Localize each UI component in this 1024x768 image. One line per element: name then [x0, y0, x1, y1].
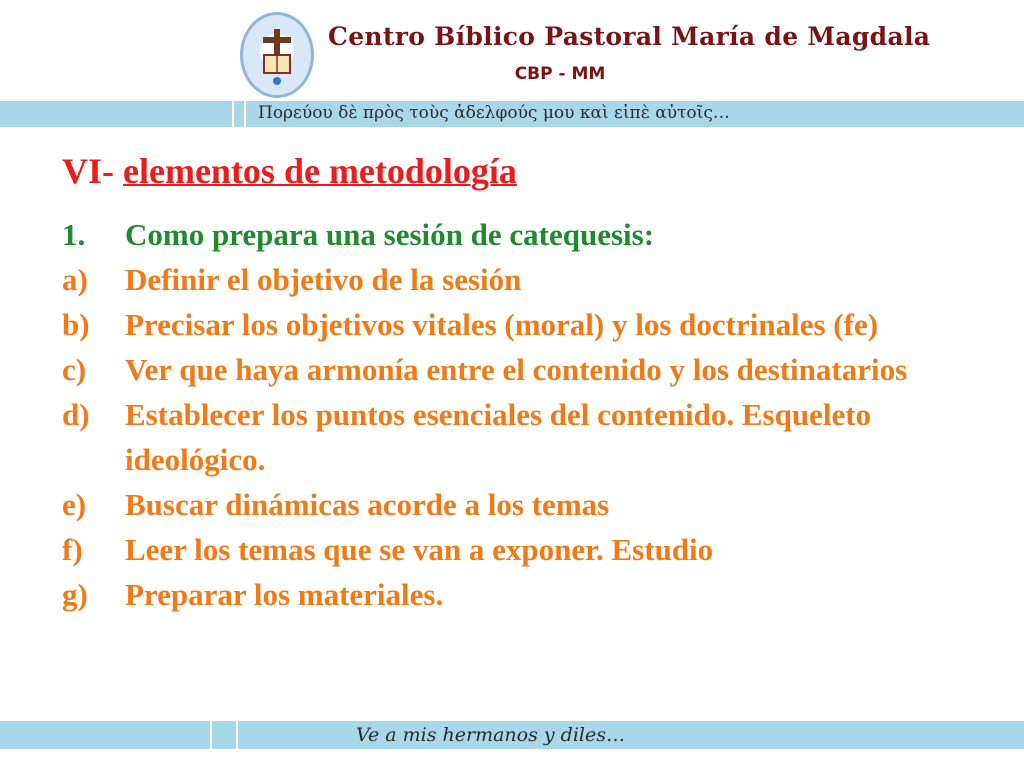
- list-item-text: Ver que haya armonía entre el contenido y los destinatarios: [125, 352, 908, 387]
- list-item-text: Leer los temas que se van a exponer. Estudio: [125, 532, 714, 567]
- list-marker: d): [62, 397, 90, 432]
- cross-and-book-icon: [243, 15, 311, 95]
- footer-quote-band: [0, 721, 1024, 749]
- slide-title-prefix: VI-: [62, 151, 123, 191]
- list-item-text: Precisar los objetivos vitales (moral) y los doctrinales (fe): [125, 307, 879, 342]
- list-marker: f): [62, 532, 83, 567]
- list-marker: 1.: [62, 217, 86, 252]
- methodology-list: [62, 212, 962, 617]
- list-item: [62, 212, 962, 257]
- list-item: [62, 347, 962, 392]
- list-item: [62, 482, 962, 527]
- org-abbreviation: CBP - MM: [514, 64, 606, 84]
- list-item: [62, 527, 962, 572]
- greek-quote: Πορεύου δὲ πρὸς τοὺς ἀδελφούς μου καὶ εἰπὲ αὐτοῖς…: [258, 103, 730, 123]
- band-segment: [232, 101, 246, 127]
- list-item: [62, 392, 962, 482]
- list-marker: a): [62, 262, 88, 297]
- band-segment: [0, 101, 234, 127]
- list-item: [62, 302, 962, 347]
- org-logo: [240, 12, 314, 98]
- list-marker: c): [62, 352, 87, 387]
- list-item: [62, 572, 962, 617]
- band-segment: [0, 721, 212, 749]
- slide-title-text: elementos de metodología: [123, 151, 517, 191]
- list-item-text: Establecer los puntos esenciales del contenido. Esqueleto ideológico.: [125, 397, 872, 477]
- list-item: [62, 257, 962, 302]
- list-item-text: Buscar dinámicas acorde a los temas: [125, 487, 610, 522]
- header-quote-band: [0, 101, 1024, 127]
- list-item-text: Preparar los materiales.: [125, 577, 444, 612]
- list-item-text: Definir el objetivo de la sesión: [125, 262, 522, 297]
- list-marker: e): [62, 487, 87, 522]
- footer-quote: Ve a mis hermanos y diles…: [356, 724, 625, 746]
- list-item-text: Como prepara una sesión de catequesis:: [125, 217, 655, 252]
- band-segment: [210, 721, 238, 749]
- list-marker: b): [62, 307, 90, 342]
- slide-title: [62, 150, 517, 192]
- org-name: Centro Bíblico Pastoral María de Magdala: [328, 22, 931, 51]
- list-marker: g): [62, 577, 88, 612]
